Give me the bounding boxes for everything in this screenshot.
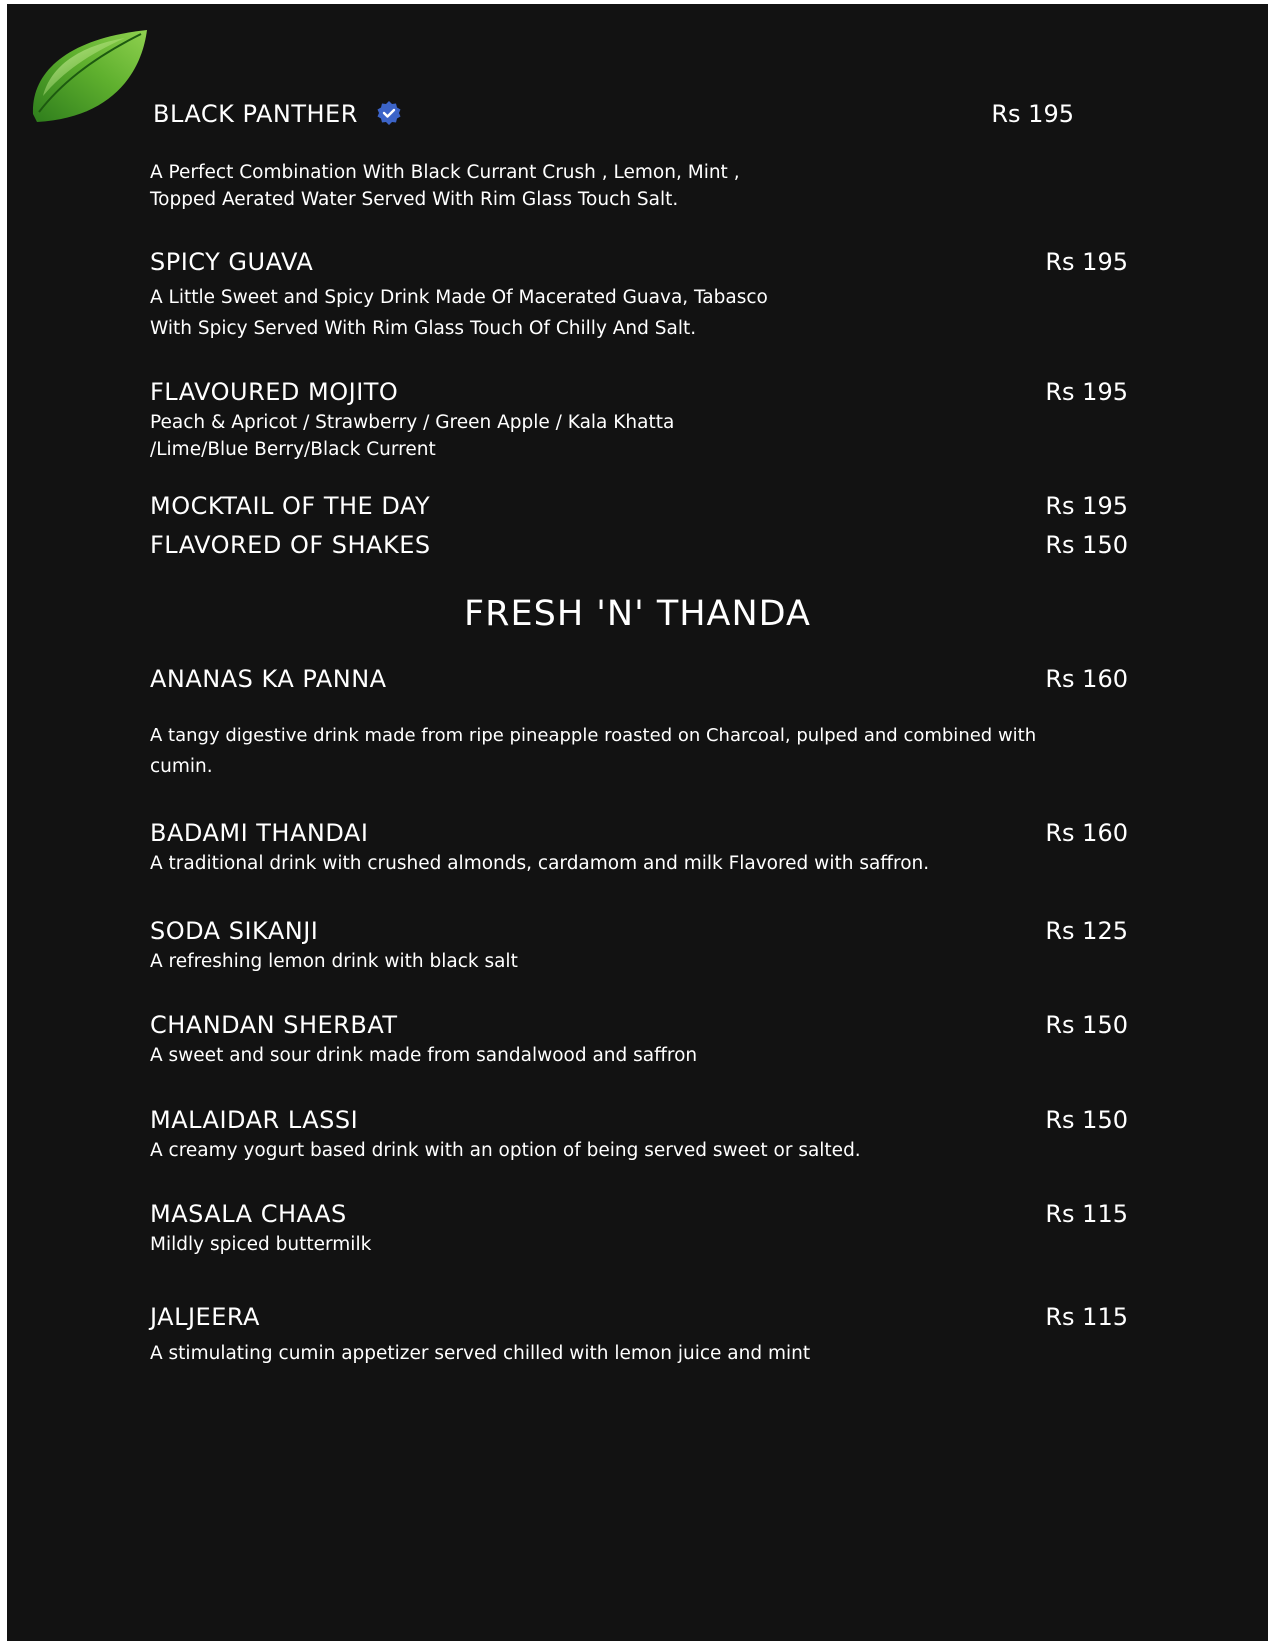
item-name: CHANDAN SHERBAT xyxy=(150,1011,398,1039)
description-line: A traditional drink with crushed almonds, cardamom and milk Flavored with saffron. xyxy=(150,853,930,874)
item-price: Rs 195 xyxy=(991,100,1074,128)
item-description xyxy=(150,1339,1128,1369)
item-description xyxy=(150,282,1128,344)
item-description xyxy=(150,1136,1128,1166)
leaf-icon xyxy=(29,26,151,126)
item-price: Rs 195 xyxy=(1045,492,1128,520)
item-name: FLAVORED OF SHAKES xyxy=(150,531,431,559)
item-name: BLACK PANTHER xyxy=(153,100,402,128)
item-price: Rs 115 xyxy=(1045,1303,1128,1331)
description-line: Topped Aerated Water Served With Rim Glass Touch Salt. xyxy=(150,189,679,210)
item-price: Rs 160 xyxy=(1045,819,1128,847)
description-line: A sweet and sour drink made from sandalwood and saffron xyxy=(150,1045,698,1066)
verified-badge-icon xyxy=(376,100,402,126)
menu-item xyxy=(150,492,1128,526)
item-description xyxy=(150,849,1128,879)
menu-item xyxy=(150,1200,1128,1260)
item-price: Rs 115 xyxy=(1045,1200,1128,1228)
item-description xyxy=(150,1041,1128,1071)
section-title: FRESH 'N' THANDA xyxy=(464,594,811,634)
description-line: With Spicy Served With Rim Glass Touch Of Chilly And Salt. xyxy=(150,318,697,339)
description-line: A stimulating cumin appetizer served chilled with lemon juice and mint xyxy=(150,1343,811,1364)
menu-item xyxy=(150,917,1128,977)
menu-item xyxy=(150,248,1128,344)
item-price: Rs 195 xyxy=(1045,378,1128,406)
menu-item xyxy=(150,1011,1128,1071)
item-price: Rs 150 xyxy=(1045,1106,1128,1134)
item-description xyxy=(150,1230,1128,1260)
item-price: Rs 160 xyxy=(1045,665,1128,693)
menu-item xyxy=(150,378,1128,463)
item-description xyxy=(150,720,1130,782)
menu-item xyxy=(150,819,1128,879)
description-line: A Little Sweet and Spicy Drink Made Of Macerated Guava, Tabasco xyxy=(150,287,768,308)
description-line: Peach & Apricot / Strawberry / Green Apple / Kala Khatta xyxy=(150,412,675,433)
menu-item xyxy=(153,100,1074,134)
menu-item xyxy=(150,531,1128,565)
menu-item xyxy=(150,665,1128,699)
menu-item xyxy=(150,1106,1128,1166)
item-name: BADAMI THANDAI xyxy=(150,819,369,847)
item-name: MALAIDAR LASSI xyxy=(150,1106,359,1134)
item-name: JALJEERA xyxy=(150,1303,260,1331)
description-line: /Lime/Blue Berry/Black Current xyxy=(150,439,436,460)
item-description xyxy=(150,158,740,215)
menu-item xyxy=(150,1303,1128,1369)
description-line: Mildly spiced buttermilk xyxy=(150,1234,372,1255)
menu-page xyxy=(7,4,1268,1641)
item-price: Rs 150 xyxy=(1045,531,1128,559)
description-line: A Perfect Combination With Black Currant Crush , Lemon, Mint , xyxy=(150,162,740,183)
description-line: cumin. xyxy=(150,756,213,777)
item-name: SODA SIKANJI xyxy=(150,917,319,945)
description-line: A tangy digestive drink made from ripe pineapple roasted on Charcoal, pulped and combined with xyxy=(150,725,1037,746)
item-name: ANANAS KA PANNA xyxy=(150,665,387,693)
item-price: Rs 150 xyxy=(1045,1011,1128,1039)
item-description xyxy=(150,409,1128,463)
description-line: A refreshing lemon drink with black salt xyxy=(150,951,518,972)
item-name: MOCKTAIL OF THE DAY xyxy=(150,492,431,520)
item-name: SPICY GUAVA xyxy=(150,248,314,276)
item-price: Rs 195 xyxy=(1045,248,1128,276)
item-price: Rs 125 xyxy=(1045,917,1128,945)
item-description xyxy=(150,947,1128,977)
item-name: FLAVOURED MOJITO xyxy=(150,378,399,406)
description-line: A creamy yogurt based drink with an option of being served sweet or salted. xyxy=(150,1140,861,1161)
item-name: MASALA CHAAS xyxy=(150,1200,347,1228)
